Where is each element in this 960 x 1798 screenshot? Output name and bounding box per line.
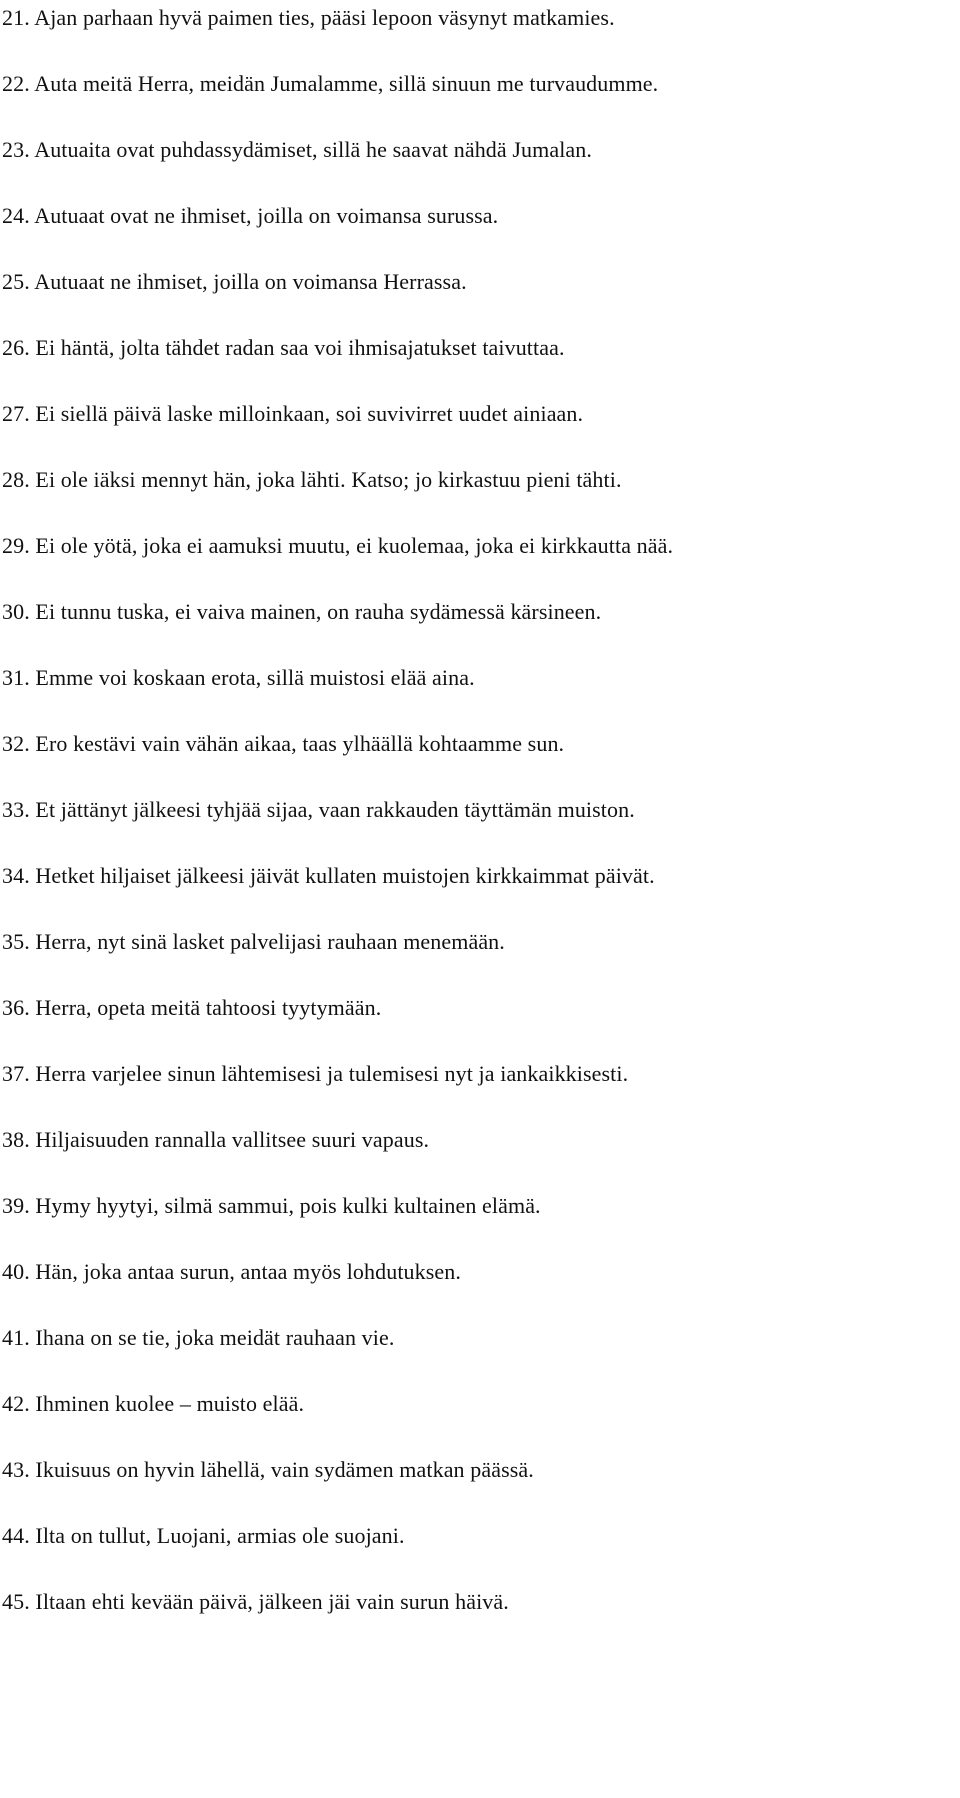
list-item — [2, 1454, 957, 1520]
item-number: 23. — [2, 137, 30, 162]
item-number: 29. — [2, 533, 30, 558]
item-text: Autuaat ovat ne ihmiset, joilla on voimansa surussa. — [34, 203, 499, 228]
item-text: Autuaat ne ihmiset, joilla on voimansa Herrassa. — [34, 269, 467, 294]
list-item — [2, 1322, 957, 1388]
item-text: Ei siellä päivä laske milloinkaan, soi suvivirret uudet ainiaan. — [35, 401, 584, 426]
item-text: Hän, joka antaa surun, antaa myös lohdutuksen. — [35, 1259, 461, 1284]
item-text: Ero kestävi vain vähän aikaa, taas ylhäällä kohtaamme sun. — [35, 731, 565, 756]
list-item — [2, 992, 957, 1058]
list-item — [2, 134, 957, 200]
list-item — [2, 860, 957, 926]
item-text: Et jättänyt jälkeesi tyhjää sijaa, vaan rakkauden täyttämän muiston. — [35, 797, 635, 822]
item-text: Auta meitä Herra, meidän Jumalamme, sillä sinuun me turvaudumme. — [34, 71, 659, 96]
item-text: Ei tunnu tuska, ei vaiva mainen, on rauha sydämessä kärsineen. — [35, 599, 602, 624]
list-item — [2, 1058, 957, 1124]
item-number: 41. — [2, 1325, 30, 1350]
item-number: 37. — [2, 1061, 30, 1086]
item-text: Ihminen kuolee – muisto elää. — [35, 1391, 305, 1416]
list-item — [2, 68, 957, 134]
item-number: 36. — [2, 995, 30, 1020]
item-text: Hetket hiljaiset jälkeesi jäivät kullaten muistojen kirkkaimmat päivät. — [35, 863, 655, 888]
item-text: Ei ole yötä, joka ei aamuksi muutu, ei kuolemaa, joka ei kirkkautta nää. — [35, 533, 674, 558]
item-number: 45. — [2, 1589, 30, 1614]
item-number: 27. — [2, 401, 30, 426]
item-number: 31. — [2, 665, 30, 690]
item-text: Ikuisuus on hyvin lähellä, vain sydämen matkan päässä. — [35, 1457, 534, 1482]
item-text: Hymy hyytyi, silmä sammui, pois kulki kultainen elämä. — [35, 1193, 541, 1218]
list-item — [2, 728, 957, 794]
item-number: 28. — [2, 467, 30, 492]
item-text: Ei häntä, jolta tähdet radan saa voi ihmisajatukset taivuttaa. — [35, 335, 565, 360]
item-text: Herra, opeta meitä tahtoosi tyytymään. — [35, 995, 382, 1020]
list-item — [2, 1190, 957, 1256]
list-item — [2, 530, 957, 596]
item-number: 42. — [2, 1391, 30, 1416]
item-number: 44. — [2, 1523, 30, 1548]
item-number: 25. — [2, 269, 30, 294]
item-text: Herra varjelee sinun lähtemisesi ja tulemisesi nyt ja iankaikkisesti. — [35, 1061, 629, 1086]
item-number: 39. — [2, 1193, 30, 1218]
item-number: 21. — [2, 5, 30, 30]
item-number: 33. — [2, 797, 30, 822]
item-number: 22. — [2, 71, 30, 96]
item-text: Ilta on tullut, Luojani, armias ole suojani. — [35, 1523, 405, 1548]
item-text: Ihana on se tie, joka meidät rauhaan vie. — [35, 1325, 395, 1350]
list-item — [2, 1256, 957, 1322]
list-item — [2, 1388, 957, 1454]
list-item — [2, 926, 957, 992]
item-text: Ajan parhaan hyvä paimen ties, pääsi lepoon väsynyt matkamies. — [34, 5, 615, 30]
item-text: Herra, nyt sinä lasket palvelijasi rauhaan menemään. — [35, 929, 505, 954]
list-item — [2, 1520, 957, 1586]
item-number: 35. — [2, 929, 30, 954]
item-text: Autuaita ovat puhdassydämiset, sillä he saavat nähdä Jumalan. — [34, 137, 592, 162]
list-item — [2, 332, 957, 398]
list-item — [2, 266, 957, 332]
item-number: 43. — [2, 1457, 30, 1482]
item-number: 26. — [2, 335, 30, 360]
list-item — [2, 464, 957, 530]
item-text: Ei ole iäksi mennyt hän, joka lähti. Katso; jo kirkastuu pieni tähti. — [35, 467, 622, 492]
list-item — [2, 596, 957, 662]
list-item — [2, 794, 957, 860]
item-number: 32. — [2, 731, 30, 756]
item-number: 24. — [2, 203, 30, 228]
verse-list — [2, 2, 957, 1652]
list-item — [2, 200, 957, 266]
list-item — [2, 2, 957, 68]
list-item — [2, 662, 957, 728]
list-item — [2, 398, 957, 464]
list-item — [2, 1124, 957, 1190]
item-number: 34. — [2, 863, 30, 888]
item-number: 40. — [2, 1259, 30, 1284]
item-text: Hiljaisuuden rannalla vallitsee suuri vapaus. — [35, 1127, 430, 1152]
list-item — [2, 1586, 957, 1652]
item-text: Iltaan ehti kevään päivä, jälkeen jäi vain surun häivä. — [35, 1589, 509, 1614]
item-text: Emme voi koskaan erota, sillä muistosi elää aina. — [35, 665, 475, 690]
item-number: 30. — [2, 599, 30, 624]
item-number: 38. — [2, 1127, 30, 1152]
